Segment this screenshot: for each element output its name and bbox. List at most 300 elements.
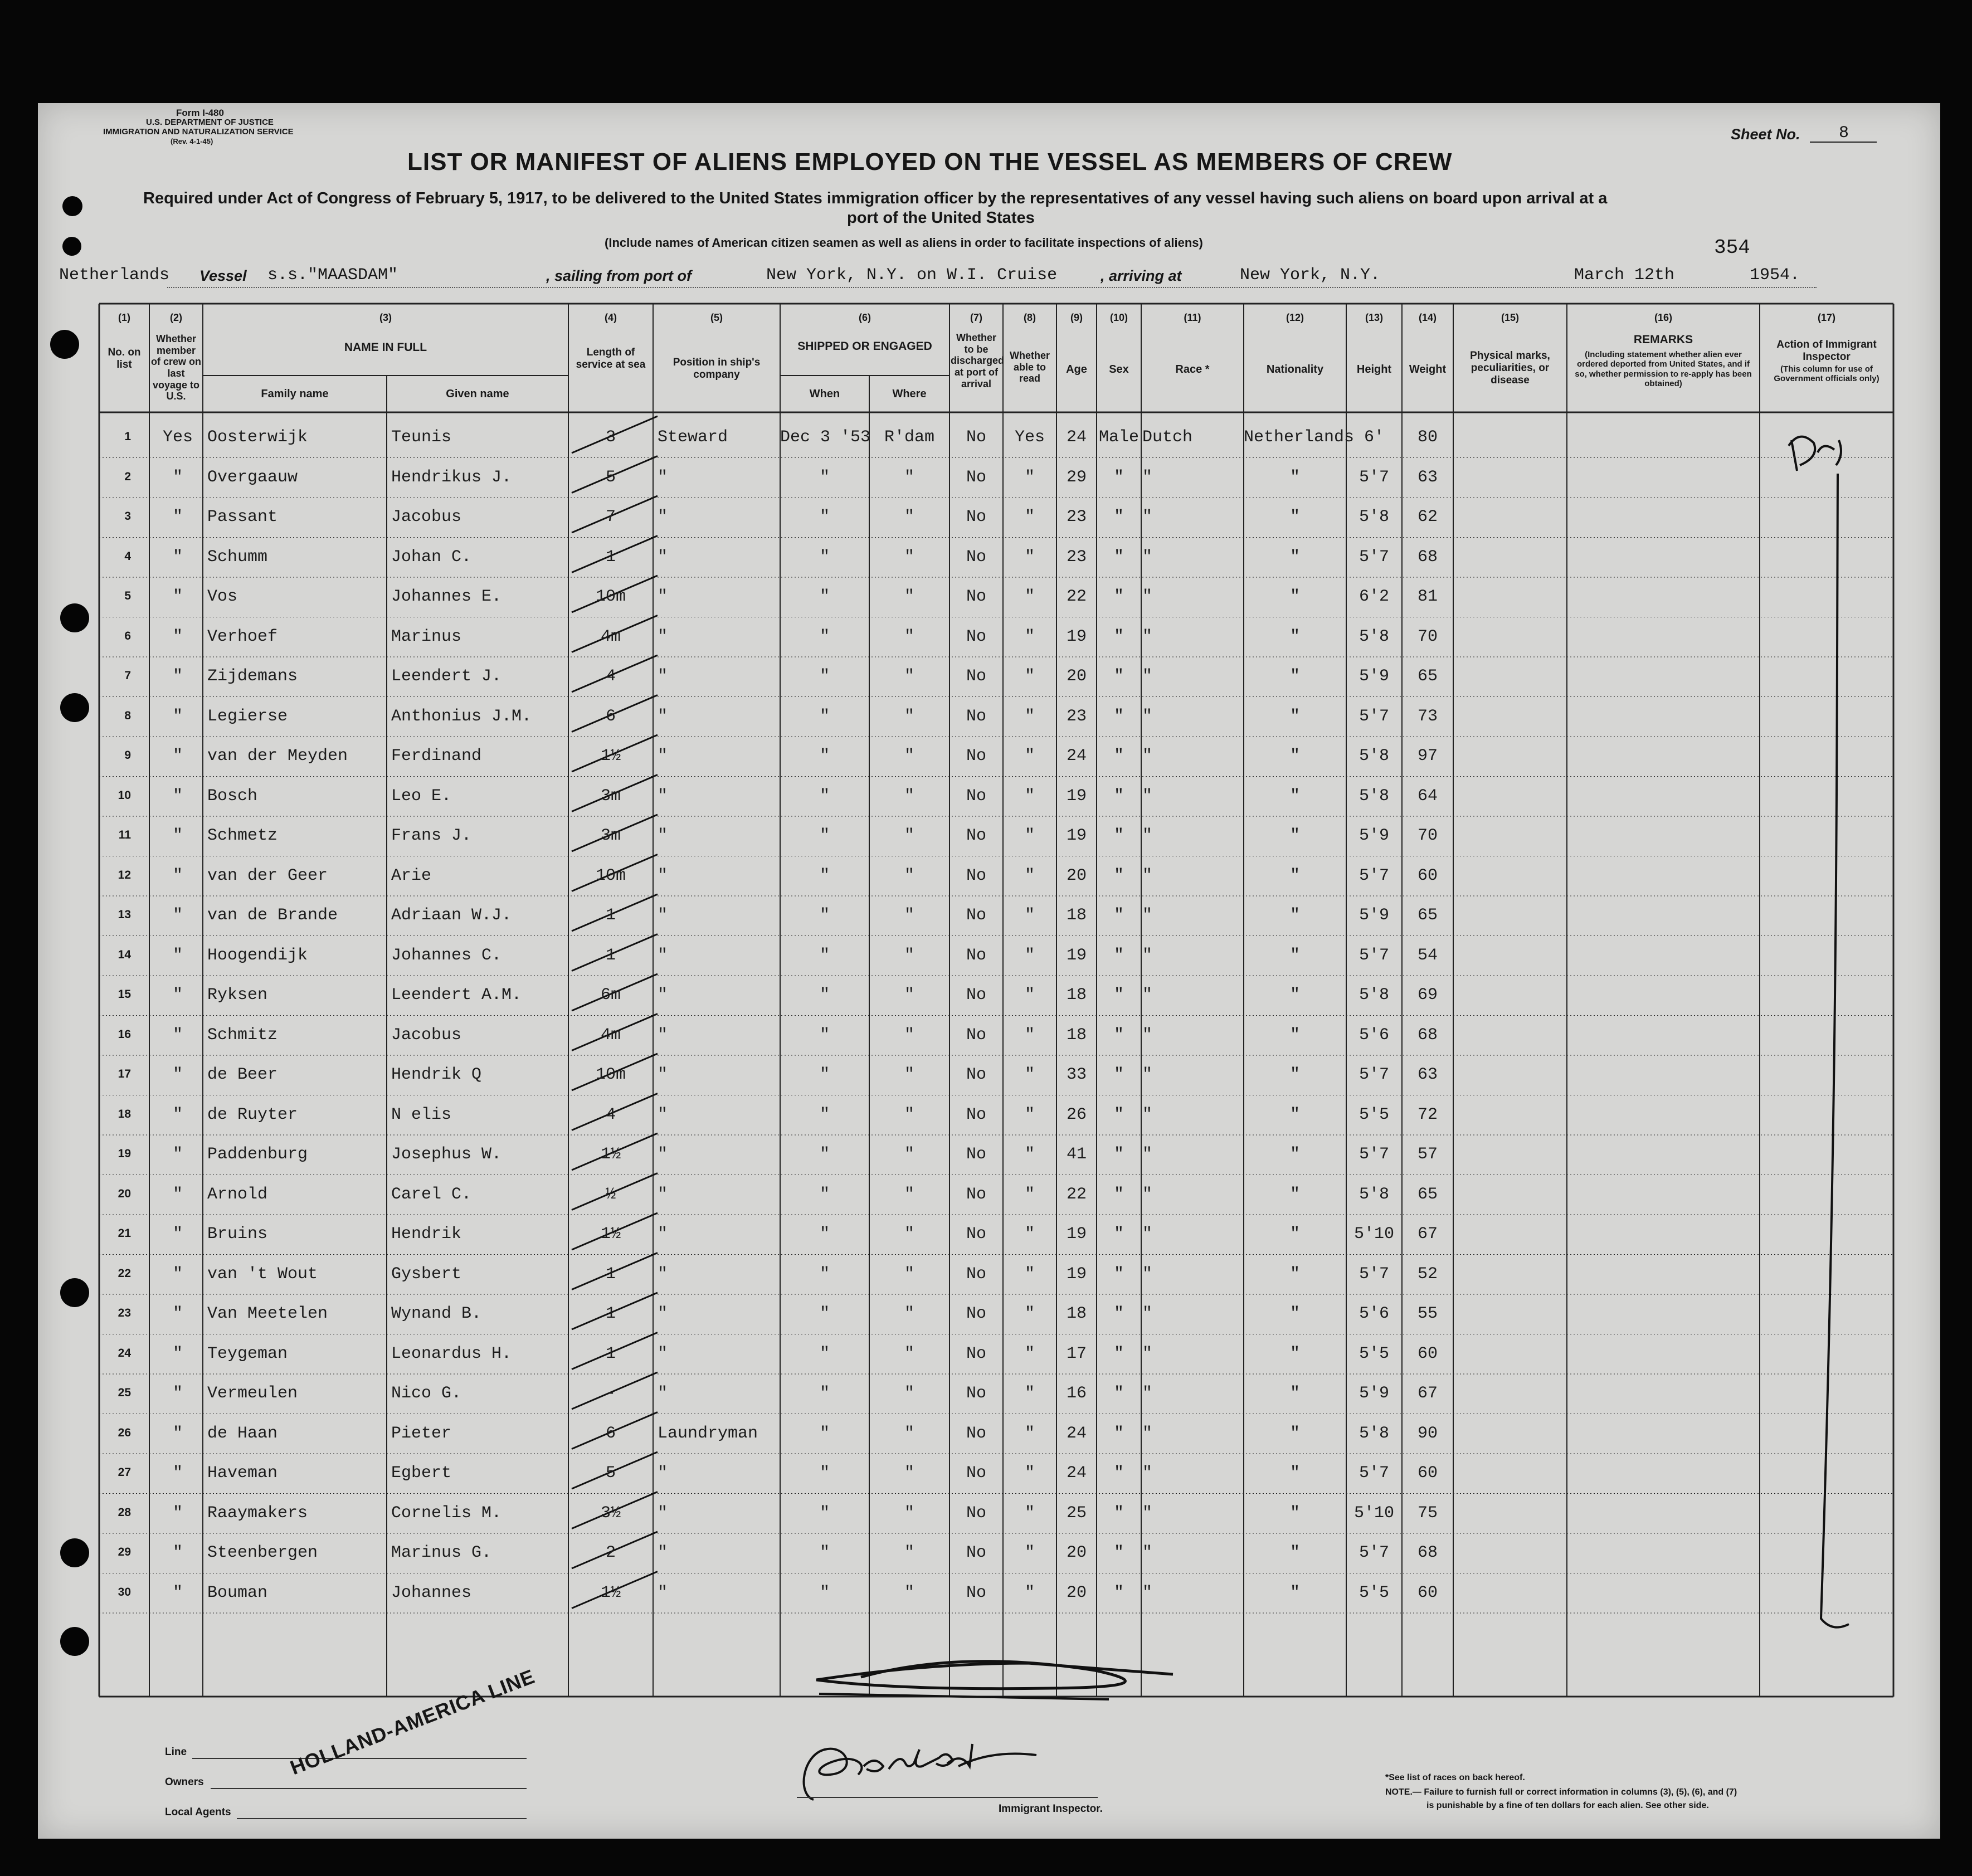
cell-given: Nico G. bbox=[391, 1384, 462, 1403]
cell-crew: " bbox=[172, 1543, 183, 1562]
cell-height: 5'7 bbox=[1359, 467, 1389, 487]
cell-age: 29 bbox=[1066, 467, 1087, 487]
cell-nat: " bbox=[1289, 706, 1300, 726]
cell-service: 4m bbox=[600, 627, 621, 646]
cell-given: Carel C. bbox=[391, 1185, 472, 1204]
cell-given: Teunis bbox=[391, 428, 452, 447]
cell-race: " bbox=[1142, 1464, 1153, 1483]
cell-crew: " bbox=[172, 1344, 183, 1363]
row-number: 8 bbox=[124, 709, 131, 722]
cell-height: 6'2 bbox=[1359, 587, 1389, 606]
cell-nat: " bbox=[1289, 1105, 1300, 1124]
cell-race: " bbox=[1142, 508, 1153, 527]
cell-nat: " bbox=[1289, 1503, 1300, 1523]
cell-given: Pieter bbox=[391, 1424, 452, 1443]
cell-where: " bbox=[904, 467, 914, 487]
row-number: 4 bbox=[124, 549, 131, 563]
col-num: (15) bbox=[1501, 312, 1519, 323]
cell-race: " bbox=[1142, 1264, 1153, 1284]
col-num: (11) bbox=[1184, 312, 1201, 323]
row-number: 1 bbox=[124, 430, 131, 443]
cell-disch: No bbox=[966, 1225, 986, 1244]
form-number: Form I-480 bbox=[176, 108, 224, 118]
col-num: (12) bbox=[1286, 312, 1304, 323]
cell-weight: 62 bbox=[1417, 508, 1438, 527]
cell-read: " bbox=[1024, 1503, 1035, 1523]
header-remarks: REMARKS bbox=[1633, 333, 1693, 346]
cell-weight: 72 bbox=[1417, 1105, 1438, 1124]
cell-position: " bbox=[658, 986, 668, 1005]
cell-sex: " bbox=[1113, 1264, 1124, 1284]
cell-nat: " bbox=[1289, 1344, 1300, 1363]
cell-when: " bbox=[819, 786, 830, 806]
cell-disch: No bbox=[966, 1264, 986, 1284]
cell-service: 5 bbox=[605, 467, 616, 487]
cell-where: " bbox=[904, 587, 914, 606]
cell-age: 19 bbox=[1066, 1225, 1087, 1244]
cell-given: Jacobus bbox=[391, 508, 462, 527]
cell-service: 4m bbox=[600, 1025, 621, 1045]
cell-height: 5'7 bbox=[1359, 547, 1389, 567]
cell-crew: " bbox=[172, 467, 183, 487]
cell-sex: " bbox=[1113, 547, 1124, 567]
cell-where: " bbox=[904, 1424, 914, 1443]
cell-where: " bbox=[904, 627, 914, 646]
cell-crew: " bbox=[172, 508, 183, 527]
cell-when: " bbox=[819, 866, 830, 885]
cell-where: R'dam bbox=[884, 428, 934, 447]
cell-crew: Yes bbox=[162, 428, 193, 447]
header-crew-last-voyage: Whether member of crew on last voyage to U.S. bbox=[150, 333, 201, 402]
cell-given: Johan C. bbox=[391, 547, 472, 567]
cell-given: Cornelis M. bbox=[391, 1503, 502, 1523]
cell-family: Bruins bbox=[207, 1225, 268, 1244]
col-num: (1) bbox=[118, 312, 130, 323]
header-no-on-list: No. on list bbox=[108, 347, 141, 371]
header-inspector-action: Action of Immigrant Inspector bbox=[1776, 339, 1877, 363]
cell-weight: 65 bbox=[1417, 906, 1438, 925]
cell-family: Schmitz bbox=[207, 1025, 278, 1045]
cell-crew: " bbox=[172, 946, 183, 965]
cell-position: " bbox=[658, 1384, 668, 1403]
vessel-flag: Netherlands bbox=[59, 266, 170, 285]
row-number: 11 bbox=[118, 829, 131, 841]
header-given-name: Given name bbox=[446, 388, 509, 400]
cell-service: 3½ bbox=[600, 1503, 621, 1523]
cell-family: van de Brande bbox=[207, 906, 338, 925]
revision: (Rev. 4-1-45) bbox=[171, 137, 213, 145]
cell-when: " bbox=[819, 1384, 830, 1403]
cell-age: 23 bbox=[1066, 706, 1087, 726]
cell-read: " bbox=[1024, 906, 1035, 925]
cell-where: " bbox=[904, 986, 914, 1005]
row-number: 10 bbox=[118, 788, 131, 802]
row-number: 16 bbox=[118, 1027, 131, 1041]
cell-position: " bbox=[658, 1304, 668, 1323]
cell-height: 5'7 bbox=[1359, 946, 1389, 965]
cell-age: 22 bbox=[1066, 1185, 1087, 1204]
cell-disch: No bbox=[966, 627, 986, 646]
cell-position: " bbox=[658, 587, 668, 606]
cell-service: 6m bbox=[600, 986, 621, 1005]
cell-sex: " bbox=[1113, 1424, 1124, 1443]
cell-nat: " bbox=[1289, 1145, 1300, 1164]
cell-read: " bbox=[1024, 786, 1035, 806]
cell-where: " bbox=[904, 826, 914, 845]
cell-height: 5'10 bbox=[1353, 1503, 1394, 1523]
cell-age: 24 bbox=[1066, 747, 1087, 766]
cell-service: 7 bbox=[605, 508, 616, 527]
header-where: Where bbox=[892, 388, 927, 400]
cell-when: " bbox=[819, 986, 830, 1005]
cell-sex: " bbox=[1113, 467, 1124, 487]
cell-read: " bbox=[1024, 1304, 1035, 1323]
cell-given: Marinus G. bbox=[391, 1543, 492, 1562]
cell-position: " bbox=[658, 866, 668, 885]
cell-crew: " bbox=[172, 986, 183, 1005]
cell-when: " bbox=[819, 706, 830, 726]
cell-height: 5'9 bbox=[1359, 667, 1389, 686]
cell-age: 33 bbox=[1066, 1065, 1087, 1084]
cell-where: " bbox=[904, 1145, 914, 1164]
cell-where: " bbox=[904, 1185, 914, 1204]
cell-family: de Beer bbox=[207, 1065, 278, 1084]
cell-when: " bbox=[819, 1185, 830, 1204]
cell-service: 1½ bbox=[600, 747, 621, 766]
cell-read: " bbox=[1024, 1105, 1035, 1124]
cell-crew: " bbox=[172, 1503, 183, 1523]
row-number: 15 bbox=[118, 988, 131, 1001]
row-number: 20 bbox=[118, 1187, 131, 1200]
cell-service: - bbox=[605, 1384, 616, 1403]
cell-height: 5'5 bbox=[1359, 1344, 1389, 1363]
cell-family: Teygeman bbox=[207, 1344, 288, 1363]
cell-nat: " bbox=[1289, 1185, 1300, 1204]
cell-disch: No bbox=[966, 1105, 986, 1124]
col-num: (5) bbox=[710, 312, 723, 323]
cell-given: Josephus W. bbox=[391, 1145, 502, 1164]
cell-race: " bbox=[1142, 946, 1153, 965]
cell-position: " bbox=[658, 1065, 668, 1084]
cell-where: " bbox=[904, 706, 914, 726]
cell-when: " bbox=[819, 508, 830, 527]
cell-nat: " bbox=[1289, 508, 1300, 527]
cell-service: 4 bbox=[605, 667, 616, 686]
cell-where: " bbox=[904, 1543, 914, 1562]
cell-read: " bbox=[1024, 1583, 1035, 1602]
cell-age: 19 bbox=[1066, 786, 1087, 806]
cell-sex: " bbox=[1113, 1185, 1124, 1204]
cell-family: Zijdemans bbox=[207, 667, 298, 686]
cell-weight: 68 bbox=[1417, 547, 1438, 567]
cell-height: 5'7 bbox=[1359, 1264, 1389, 1284]
cell-disch: No bbox=[966, 1185, 986, 1204]
cell-service: 1½ bbox=[600, 1225, 621, 1244]
row-number: 5 bbox=[124, 589, 131, 602]
cell-age: 18 bbox=[1066, 1025, 1087, 1045]
cell-nat: " bbox=[1289, 1025, 1300, 1045]
signature-underline bbox=[797, 1797, 1098, 1798]
cell-race: " bbox=[1142, 1225, 1153, 1244]
cell-height: 5'9 bbox=[1359, 1384, 1389, 1403]
cell-nat: " bbox=[1289, 1225, 1300, 1244]
cell-read: " bbox=[1024, 747, 1035, 766]
cell-read: " bbox=[1024, 1225, 1035, 1244]
cell-nat: " bbox=[1289, 1065, 1300, 1084]
cell-read: " bbox=[1024, 1384, 1035, 1403]
cell-service: ½ bbox=[605, 1185, 616, 1204]
cell-where: " bbox=[904, 1503, 914, 1523]
cell-height: 5'6 bbox=[1359, 1025, 1389, 1045]
cell-weight: 68 bbox=[1417, 1543, 1438, 1562]
arrival-year: 1954. bbox=[1750, 266, 1800, 285]
cell-family: Overgaauw bbox=[207, 467, 298, 487]
cell-race: " bbox=[1142, 1583, 1153, 1602]
cell-weight: 57 bbox=[1417, 1145, 1438, 1164]
cell-disch: No bbox=[966, 706, 986, 726]
cell-position: " bbox=[658, 1225, 668, 1244]
cell-race: " bbox=[1142, 1105, 1153, 1124]
cell-disch: No bbox=[966, 1424, 986, 1443]
cell-given: Leendert A.M. bbox=[391, 986, 522, 1005]
cell-given: Ferdinand bbox=[391, 747, 482, 766]
cell-read: " bbox=[1024, 1344, 1035, 1363]
cell-nat: " bbox=[1289, 1264, 1300, 1284]
cell-crew: " bbox=[172, 1025, 183, 1045]
cell-age: 20 bbox=[1066, 1583, 1087, 1602]
cell-age: 20 bbox=[1066, 667, 1087, 686]
cell-position: " bbox=[658, 906, 668, 925]
cell-weight: 69 bbox=[1417, 986, 1438, 1005]
header-race: Race * bbox=[1175, 363, 1210, 376]
cell-race: " bbox=[1142, 627, 1153, 646]
cell-sex: " bbox=[1113, 1025, 1124, 1045]
cell-nat: " bbox=[1289, 906, 1300, 925]
cell-race: " bbox=[1142, 1543, 1153, 1562]
cell-service: 3 bbox=[605, 428, 616, 447]
cell-crew: " bbox=[172, 1105, 183, 1124]
cell-disch: No bbox=[966, 786, 986, 806]
cell-disch: No bbox=[966, 866, 986, 885]
cell-family: Vermeulen bbox=[207, 1384, 298, 1403]
cell-given: Frans J. bbox=[391, 826, 472, 845]
header-length-of-service: Length of service at sea bbox=[576, 347, 646, 371]
cell-crew: " bbox=[172, 547, 183, 567]
cell-age: 25 bbox=[1066, 1503, 1087, 1523]
cell-height: 5'8 bbox=[1359, 1424, 1389, 1443]
row-number: 23 bbox=[118, 1307, 131, 1319]
cell-disch: No bbox=[966, 826, 986, 845]
cell-nat: " bbox=[1289, 667, 1300, 686]
cell-where: " bbox=[904, 946, 914, 965]
cell-height: 5'8 bbox=[1359, 1185, 1389, 1204]
cell-crew: " bbox=[172, 1384, 183, 1403]
cell-race: " bbox=[1142, 786, 1153, 806]
cell-when: " bbox=[819, 467, 830, 487]
cell-age: 24 bbox=[1066, 1424, 1087, 1443]
to-port: New York, N.Y. bbox=[1240, 266, 1381, 285]
cell-disch: No bbox=[966, 1025, 986, 1045]
cell-family: van der Geer bbox=[207, 866, 328, 885]
cell-sex: " bbox=[1113, 1464, 1124, 1483]
penalty-note: NOTE.— Failure to furnish full or correct information in columns (3), (5), (6), and (7) bbox=[1385, 1787, 1737, 1797]
cell-race: " bbox=[1142, 1503, 1153, 1523]
cell-sex: " bbox=[1113, 508, 1124, 527]
cell-read: " bbox=[1024, 826, 1035, 845]
cell-crew: " bbox=[172, 1185, 183, 1204]
row-number: 22 bbox=[118, 1266, 131, 1280]
cell-sex: " bbox=[1113, 667, 1124, 686]
form-instruction: (Include names of American citizen seamen as well as aliens in order to facilitate inspections of aliens) bbox=[605, 236, 1203, 250]
cell-when: " bbox=[819, 587, 830, 606]
cell-age: 18 bbox=[1066, 1304, 1087, 1323]
cell-service: 6 bbox=[605, 706, 616, 726]
cell-sex: " bbox=[1113, 1225, 1124, 1244]
cell-position: " bbox=[658, 508, 668, 527]
cell-disch: No bbox=[966, 587, 986, 606]
cell-where: " bbox=[904, 866, 914, 885]
cell-family: Van Meetelen bbox=[207, 1304, 328, 1323]
cell-family: Arnold bbox=[207, 1185, 268, 1204]
cell-given: Hendrik Q bbox=[391, 1065, 482, 1084]
cell-when: Dec 3 '53 bbox=[780, 428, 871, 447]
cell-when: " bbox=[819, 1424, 830, 1443]
cell-where: " bbox=[904, 547, 914, 567]
cell-read: " bbox=[1024, 1424, 1035, 1443]
cell-when: " bbox=[819, 627, 830, 646]
cell-age: 19 bbox=[1066, 946, 1087, 965]
cell-height: 5'8 bbox=[1359, 508, 1389, 527]
cell-height: 5'7 bbox=[1359, 1464, 1389, 1483]
cell-crew: " bbox=[172, 1225, 183, 1244]
cell-position: " bbox=[658, 1185, 668, 1204]
cell-weight: 97 bbox=[1417, 747, 1438, 766]
cell-disch: No bbox=[966, 1065, 986, 1084]
cell-weight: 70 bbox=[1417, 826, 1438, 845]
row-number: 17 bbox=[118, 1068, 131, 1080]
cell-position: " bbox=[658, 826, 668, 845]
cell-service: 4 bbox=[605, 1105, 616, 1124]
cell-given: Anthonius J.M. bbox=[391, 706, 532, 726]
cell-height: 5'8 bbox=[1359, 986, 1389, 1005]
cell-nat: " bbox=[1289, 1464, 1300, 1483]
cell-race: Dutch bbox=[1142, 428, 1193, 447]
vessel-label: Vessel bbox=[199, 267, 247, 284]
races-note: *See list of races on back hereof. bbox=[1385, 1773, 1525, 1782]
cell-given: Arie bbox=[391, 866, 432, 885]
row-number: 25 bbox=[118, 1386, 131, 1399]
cell-given: N elis bbox=[391, 1105, 452, 1124]
cell-read: " bbox=[1024, 1464, 1035, 1483]
cell-disch: No bbox=[966, 508, 986, 527]
cell-read: " bbox=[1024, 866, 1035, 885]
cell-position: Laundryman bbox=[658, 1424, 758, 1443]
cell-when: " bbox=[819, 667, 830, 686]
cell-weight: 63 bbox=[1417, 467, 1438, 487]
cell-family: Vos bbox=[207, 587, 238, 606]
cell-service: 1 bbox=[605, 547, 616, 567]
cell-family: Steenbergen bbox=[207, 1543, 318, 1562]
row-number: 7 bbox=[124, 669, 131, 682]
cell-disch: No bbox=[966, 1583, 986, 1602]
cell-crew: " bbox=[172, 587, 183, 606]
cell-nat: " bbox=[1289, 1424, 1300, 1443]
row-number: 28 bbox=[118, 1505, 131, 1519]
cell-disch: No bbox=[966, 1543, 986, 1562]
cell-weight: 52 bbox=[1417, 1264, 1438, 1284]
cell-nat: " bbox=[1289, 627, 1300, 646]
cell-family: de Ruyter bbox=[207, 1105, 298, 1124]
cell-age: 23 bbox=[1066, 547, 1087, 567]
from-port: New York, N.Y. on W.I. Cruise bbox=[766, 266, 1058, 285]
cell-where: " bbox=[904, 508, 914, 527]
cell-sex: " bbox=[1113, 706, 1124, 726]
cell-sex: " bbox=[1113, 1503, 1124, 1523]
cell-family: Raaymakers bbox=[207, 1503, 308, 1523]
cell-disch: No bbox=[966, 1384, 986, 1403]
cell-when: " bbox=[819, 946, 830, 965]
header-family-name: Family name bbox=[261, 388, 329, 400]
cell-age: 22 bbox=[1066, 587, 1087, 606]
cell-when: " bbox=[819, 1503, 830, 1523]
col-num: (14) bbox=[1418, 312, 1437, 323]
cell-when: " bbox=[819, 826, 830, 845]
cell-weight: 60 bbox=[1417, 1583, 1438, 1602]
cell-crew: " bbox=[172, 1264, 183, 1284]
row-number: 29 bbox=[118, 1546, 131, 1558]
cell-family: Verhoef bbox=[207, 627, 278, 646]
header-shipped-engaged: SHIPPED OR ENGAGED bbox=[797, 340, 932, 353]
cell-sex: Male bbox=[1098, 428, 1139, 447]
cell-where: " bbox=[904, 1464, 914, 1483]
col-num: (6) bbox=[859, 312, 871, 323]
header-weight: Weight bbox=[1409, 363, 1447, 376]
cell-when: " bbox=[819, 1025, 830, 1045]
cell-when: " bbox=[819, 747, 830, 766]
cell-read: " bbox=[1024, 667, 1035, 686]
cell-position: " bbox=[658, 786, 668, 806]
cell-read: " bbox=[1024, 1264, 1035, 1284]
cell-weight: 67 bbox=[1417, 1225, 1438, 1244]
cell-sex: " bbox=[1113, 1065, 1124, 1084]
inspector-label: Immigrant Inspector. bbox=[999, 1803, 1103, 1815]
cell-position: " bbox=[658, 667, 668, 686]
cell-age: 19 bbox=[1066, 826, 1087, 845]
cell-where: " bbox=[904, 1025, 914, 1045]
owners-label: Owners bbox=[165, 1776, 204, 1788]
cell-when: " bbox=[819, 1583, 830, 1602]
cell-race: " bbox=[1142, 866, 1153, 885]
cell-sex: " bbox=[1113, 627, 1124, 646]
cell-weight: 75 bbox=[1417, 1503, 1438, 1523]
col-num: (8) bbox=[1024, 312, 1036, 323]
cell-read: " bbox=[1024, 1025, 1035, 1045]
row-number: 2 bbox=[124, 470, 131, 483]
row-number: 19 bbox=[118, 1147, 131, 1160]
cell-service: 10m bbox=[595, 866, 626, 885]
cell-where: " bbox=[904, 1344, 914, 1363]
cell-given: Leendert J. bbox=[391, 667, 502, 686]
arriving-label: , arriving at bbox=[1101, 267, 1182, 284]
cell-crew: " bbox=[172, 627, 183, 646]
cell-sex: " bbox=[1113, 826, 1124, 845]
cell-weight: 60 bbox=[1417, 1344, 1438, 1363]
cell-family: Passant bbox=[207, 508, 278, 527]
cell-service: 3m bbox=[600, 826, 621, 845]
cell-nat: " bbox=[1289, 826, 1300, 845]
cell-sex: " bbox=[1113, 1105, 1124, 1124]
row-number: 26 bbox=[118, 1426, 131, 1439]
